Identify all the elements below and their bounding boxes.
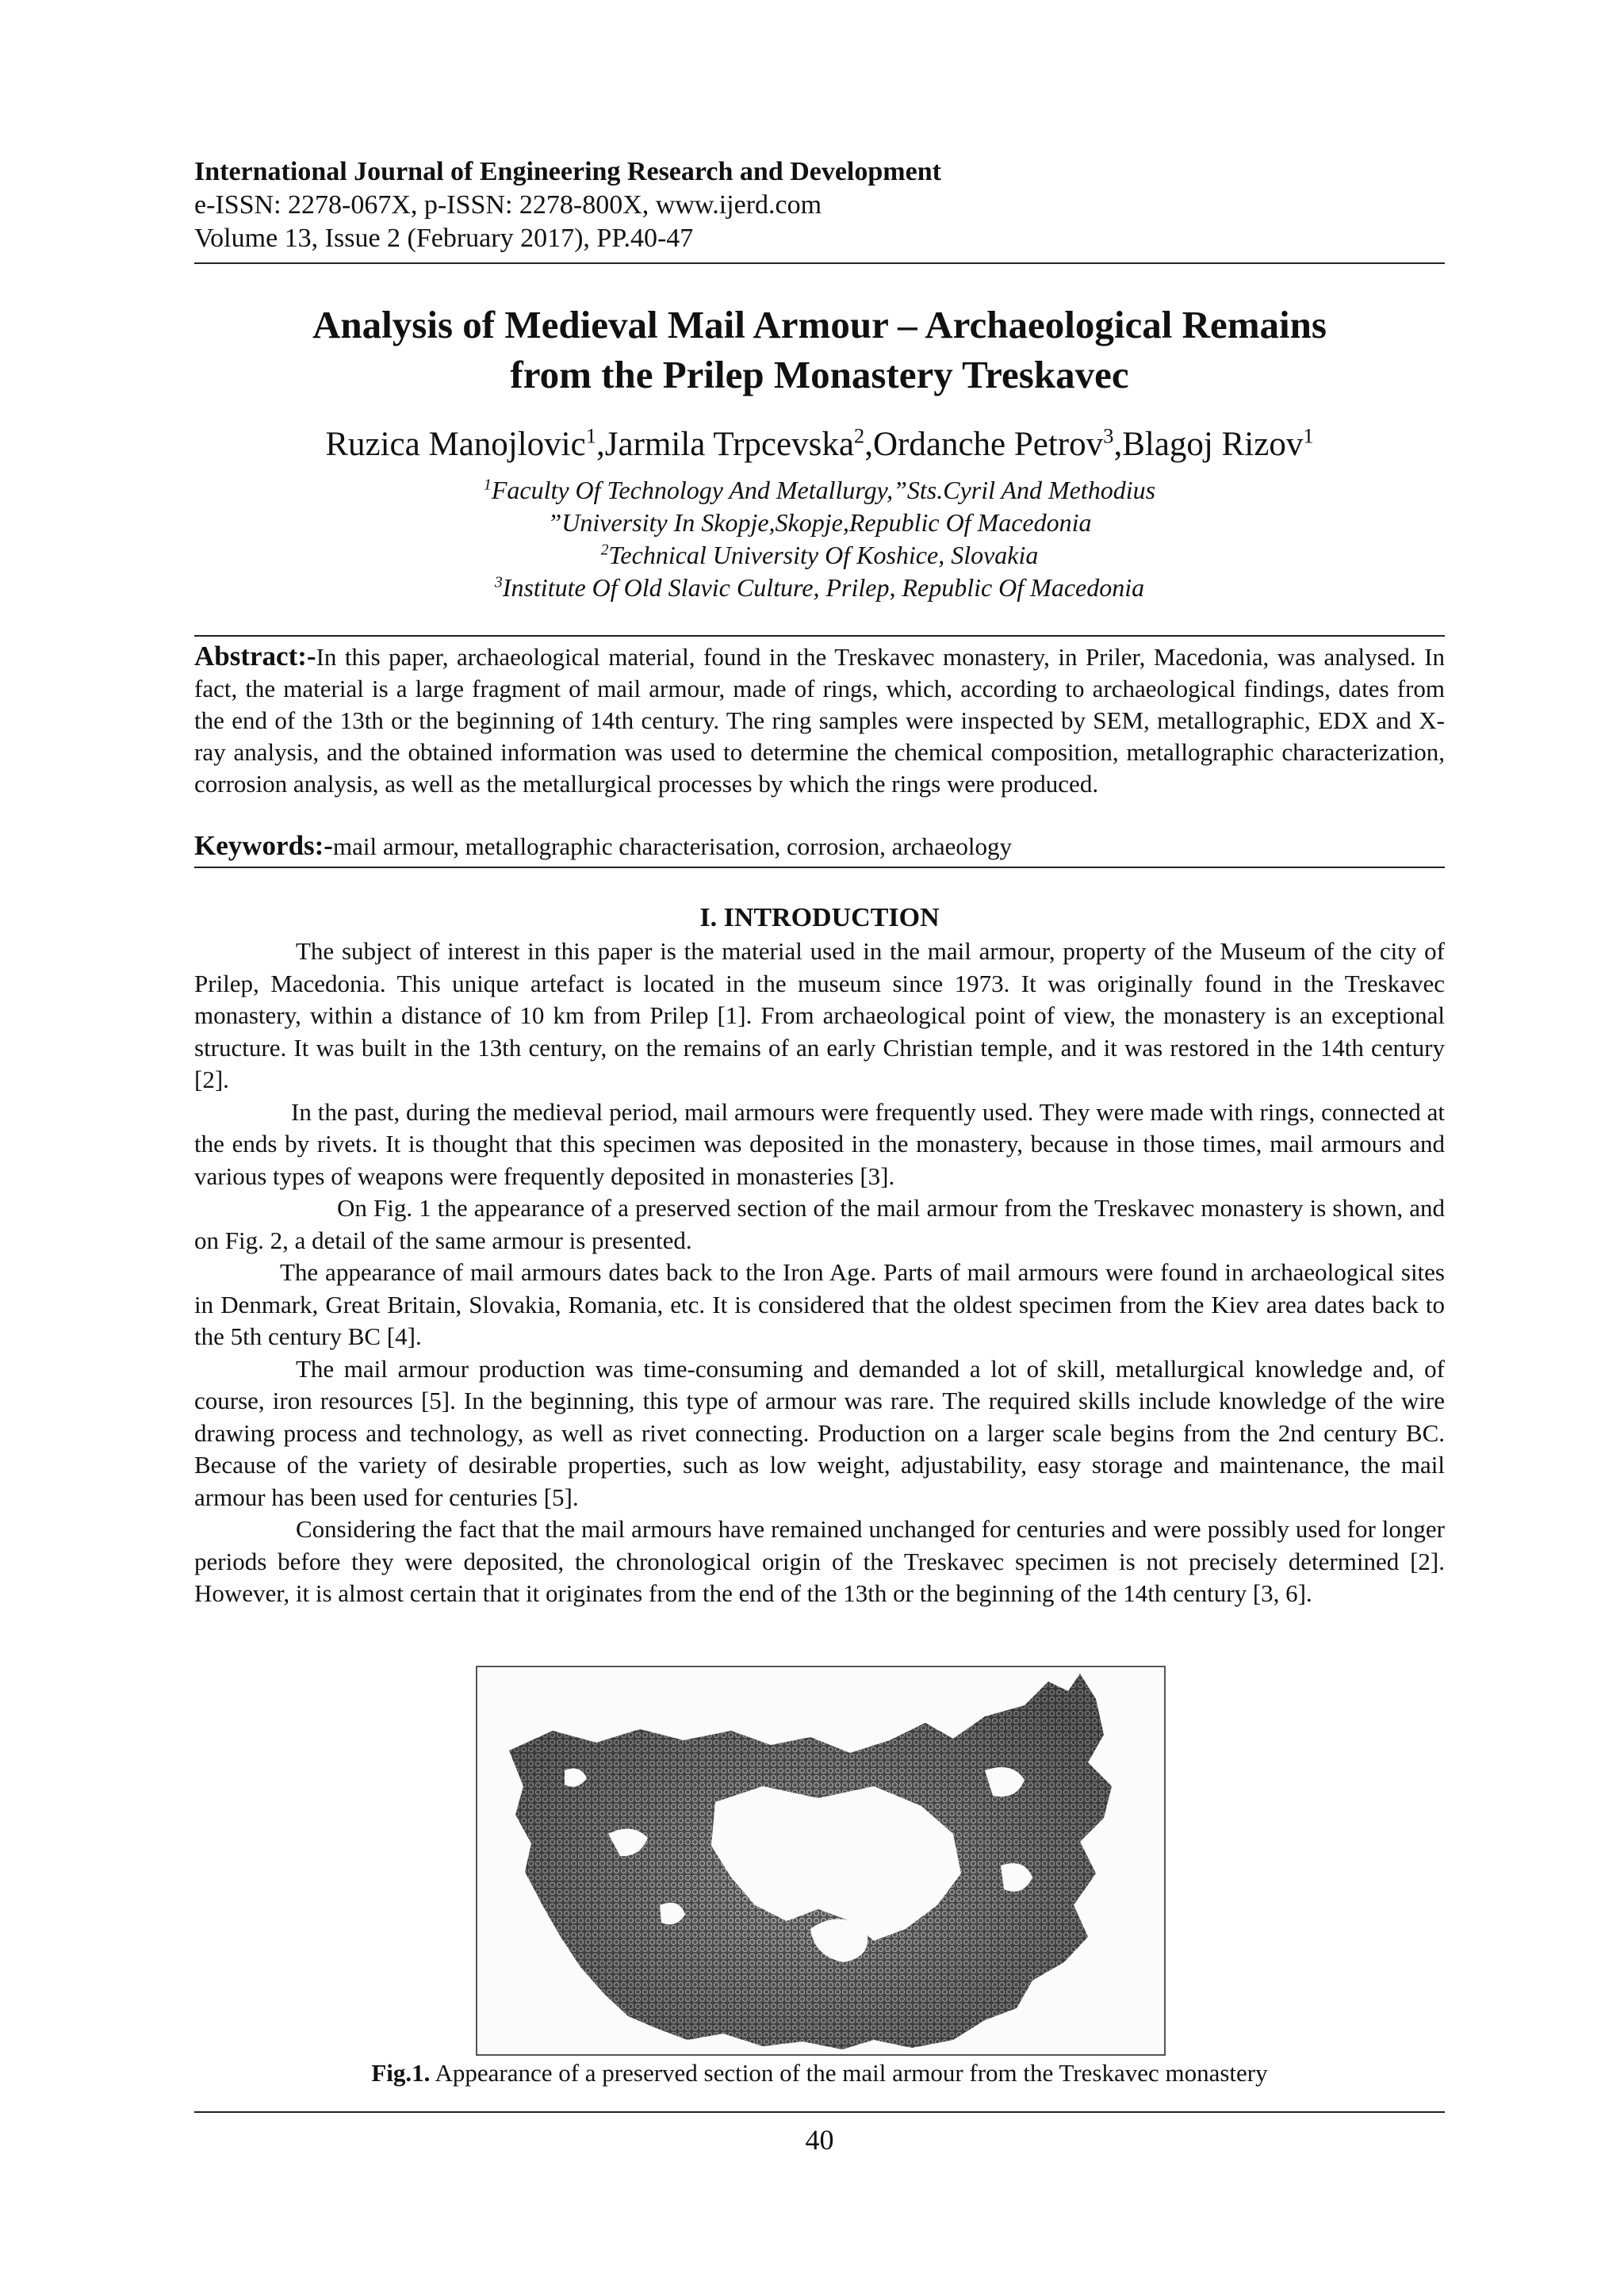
figure-caption xyxy=(194,2057,1445,2089)
paragraph: On Fig. 1 the appearance of a preserved section of the mail armour from the Treskavec monastery is shown, and on Fig. 2, a detail of the same armour is presented. xyxy=(194,1194,1445,1254)
footer-rule xyxy=(194,2111,1445,2113)
abstract-top-rule xyxy=(194,635,1445,637)
author-list xyxy=(194,424,1445,465)
author: Ruzica Manojlovic$^1$, xyxy=(325,423,605,463)
paragraph: The appearance of mail armours dates back to the Iron Age. Parts of mail armours were found in archaeological sites in Denmark, Great Britain, Slovakia, Romania, etc. It is considered that the oldest specimen from the Kiev area dates back to the 5th century BC [4]. xyxy=(194,1258,1445,1350)
journal-issn: e-ISSN: 2278-067X, p-ISSN: 2278-800X, www.ijerd.com xyxy=(194,190,822,220)
abstract-label: Abstract:- xyxy=(194,641,316,672)
paragraph: Considering the fact that the mail armours have remained unchanged for centuries and were possibly used for longer periods before they were deposited, the chronological origin of the Treskavec specimen is not precisely determined [2]. However, it is almost certain that it originates from the end of the 13th or the beginning of the 14th century [3, 6]. xyxy=(194,1515,1445,1607)
paper-title xyxy=(194,300,1445,400)
affiliation-list xyxy=(194,474,1445,604)
journal-header xyxy=(194,155,1445,255)
paragraph: In the past, during the medieval period, mail armours were frequently used. They were made with rings, connected at the ends by rivets. It is thought that this specimen was deposited in the monastery, because in those times, mail armours and various types of weapons were frequently deposited in monasteries [3]. xyxy=(194,1097,1445,1190)
figure-label: Fig.1. xyxy=(371,2059,431,2087)
figure-caption-text: Appearance of a preserved section of the mail armour from the Treskavec monastery xyxy=(430,2059,1268,2087)
abstract-text: In this paper, archaeological material, found in the Treskavec monastery, in Priler, Macedonia, was analysed. In fact, the material is a large fragment of mail armour, made of rings, which, according to archaeological findings, dates from the end of the 13th or the beginning of 14th century. The ring samples were inspected by SEM, metallographic, EDX and X-ray analysis, and the obtained information was used to determine the chemical composition, metallographic characterization, corrosion analysis, as well as the metallurgical processes by which the rings were produced. xyxy=(194,643,1445,798)
page-number: 40 xyxy=(805,2124,834,2156)
keywords-text: mail armour, metallographic characterisation, corrosion, archaeology xyxy=(332,832,1013,860)
affiliation: $^3$Institute Of Old Slavic Culture, Prilep, Republic Of Macedonia xyxy=(494,573,1145,602)
author: Blagoj Rizov$^1$ xyxy=(1122,423,1314,463)
section-body xyxy=(194,936,1445,1610)
author: Jarmila Trpcevska$^2$, xyxy=(604,423,873,463)
header-rule xyxy=(194,262,1445,264)
abstract xyxy=(194,641,1445,800)
figure-mail-armour-photo xyxy=(476,1666,1166,2056)
paper-title-line-1: Analysis of Medieval Mail Armour – Archaeological Remains xyxy=(312,303,1327,346)
affiliation: $^2$Technical University Of Koshice, Slovakia xyxy=(600,541,1039,569)
keywords xyxy=(194,829,1445,863)
affiliation: ”University In Skopje,Skopje,Republic Of Macedonia xyxy=(547,508,1092,537)
paper-title-line-2: from the Prilep Monastery Treskavec xyxy=(510,353,1129,396)
journal-title: International Journal of Engineering Research and Development xyxy=(194,157,941,186)
paragraph: The mail armour production was time-consuming and demanded a lot of skill, metallurgical knowledge and, of course, iron resources [5]. In the beginning, this type of armour was rare. The required skills include knowledge of the wire drawing process and technology, as well as rivet connecting. Production on a larger scale begins from the 2nd century BC. Because of the variety of desirable properties, such as low weight, adjustability, easy storage and maintenance, the mail armour has been used for centuries [5]. xyxy=(194,1354,1445,1511)
section-heading: I. INTRODUCTION xyxy=(699,903,940,932)
paragraph: The subject of interest in this paper is the material used in the mail armour, property of the Museum of the city of Prilep, Macedonia. This unique artefact is located in the museum since 1973. It was originally found in the Treskavec monastery, within a distance of 10 km from Prilep [1]. From archaeological point of view, the monastery is an exceptional structure. It was built in the 13th century, on the remains of an early Christian temple, and it was restored in the 14th century [2]. xyxy=(194,937,1445,1093)
abstract-bottom-rule xyxy=(194,867,1445,868)
affiliation: $^1$Faculty Of Technology And Metallurgy,”Sts.Cyril And Methodius xyxy=(483,476,1156,504)
author: Ordanche Petrov$^3$, xyxy=(872,423,1123,463)
keywords-label: Keywords:- xyxy=(194,830,333,861)
journal-volume: Volume 13, Issue 2 (February 2017), PP.40-47 xyxy=(194,224,694,253)
mail-armour-image xyxy=(477,1667,1164,2054)
